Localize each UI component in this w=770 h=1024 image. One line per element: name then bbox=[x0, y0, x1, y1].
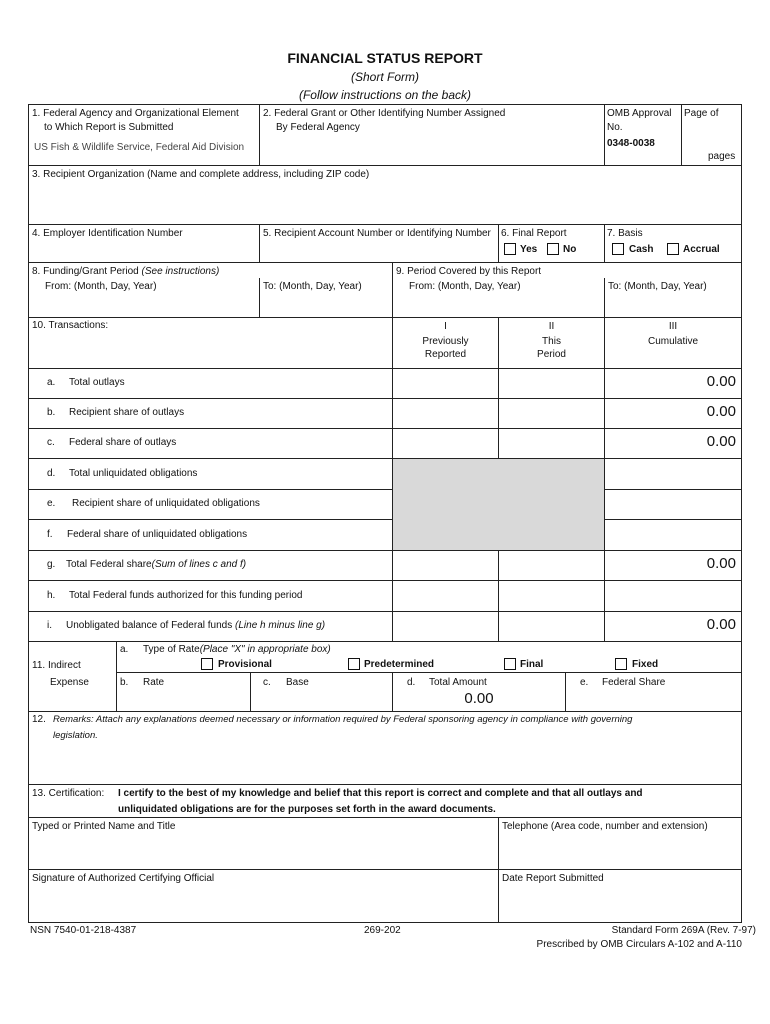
box5-label: 5. Recipient Account Number or Identifying Number bbox=[263, 228, 491, 239]
cumulative-field[interactable] bbox=[605, 490, 741, 519]
total-amount-label: Total Amount bbox=[429, 677, 487, 688]
row-label: Recipient share of outlays bbox=[69, 407, 185, 418]
rate-label: Rate bbox=[143, 677, 165, 688]
date-submitted-field[interactable] bbox=[500, 887, 739, 920]
signature-field[interactable] bbox=[30, 887, 496, 920]
telephone-label: Telephone (Area code, number and extension) bbox=[502, 821, 708, 832]
rate-type-letter: a. bbox=[120, 644, 129, 655]
previously-reported-field[interactable] bbox=[393, 369, 498, 398]
this-period-field[interactable] bbox=[499, 429, 604, 458]
typed-name-label: Typed or Printed Name and Title bbox=[32, 821, 176, 832]
box7-label: 7. Basis bbox=[607, 228, 643, 239]
row-label-text: Total Federal share bbox=[66, 559, 152, 570]
prescribed-label: Prescribed by OMB Circulars A-102 and A-110 bbox=[536, 939, 742, 950]
form-subtitle: (Short Form) bbox=[350, 70, 419, 84]
accrual-label: Accrual bbox=[683, 244, 720, 255]
cumulative-field[interactable]: 0.00 bbox=[706, 373, 736, 390]
form-instructions: (Follow instructions on the back) bbox=[298, 88, 472, 102]
this-period-field[interactable] bbox=[499, 369, 604, 398]
col2-numeral: II bbox=[548, 321, 555, 332]
remarks-instructions: Remarks: Attach any explanations deemed necessary or information required by Federal sponsoring agency in compliance with governing bbox=[53, 714, 633, 725]
row-label: Total Federal funds authorized for this funding period bbox=[69, 590, 303, 601]
base-field[interactable] bbox=[252, 690, 390, 710]
row-letter: c. bbox=[47, 437, 55, 448]
this-period-field[interactable] bbox=[499, 551, 604, 580]
cash-label: Cash bbox=[629, 244, 654, 255]
date-submitted-label: Date Report Submitted bbox=[502, 873, 604, 884]
row-label: Total outlays bbox=[69, 377, 125, 388]
federal-share-field[interactable] bbox=[567, 690, 739, 710]
no-label: No bbox=[563, 244, 577, 255]
final-label: Final bbox=[520, 659, 544, 670]
base-letter: c. bbox=[263, 677, 271, 688]
row-label: Federal share of unliquidated obligations bbox=[67, 529, 248, 540]
col3-line1: Cumulative bbox=[647, 336, 699, 347]
rate-field[interactable] bbox=[118, 690, 248, 710]
provisional-checkbox[interactable] bbox=[201, 658, 213, 670]
recipient-organization-field[interactable] bbox=[30, 183, 739, 222]
box12-label: 12. bbox=[32, 714, 46, 725]
remarks-instructions-line2: legislation. bbox=[53, 730, 98, 741]
col1-line2: Reported bbox=[424, 349, 467, 360]
col1-numeral: I bbox=[444, 321, 447, 332]
this-period-field[interactable] bbox=[499, 612, 604, 641]
fixed-label: Fixed bbox=[632, 659, 659, 670]
certification-text: I certify to the best of my knowledge and belief that this report is correct and complete and that all outlays and bbox=[118, 788, 643, 799]
omb-label-line2: No. bbox=[607, 122, 623, 133]
row-letter: g. bbox=[47, 559, 56, 570]
row-letter: i. bbox=[47, 620, 52, 631]
page-of-label: Page of bbox=[684, 108, 719, 119]
nsn-number: NSN 7540-01-218-4387 bbox=[30, 925, 137, 936]
predetermined-checkbox[interactable] bbox=[348, 658, 360, 670]
box2-label-line2: By Federal Agency bbox=[276, 122, 360, 133]
base-label: Base bbox=[286, 677, 309, 688]
transaction-row bbox=[28, 398, 742, 428]
period-to-label: To: (Month, Day, Year) bbox=[608, 281, 707, 292]
federal-share-label: Federal Share bbox=[602, 677, 666, 688]
federal-share-letter: e. bbox=[580, 677, 589, 688]
remarks-field[interactable] bbox=[30, 745, 739, 782]
row-letter: f. bbox=[47, 529, 53, 540]
box1-label: 1. Federal Agency and Organizational Element bbox=[32, 108, 239, 119]
grant-number-field[interactable] bbox=[262, 136, 602, 163]
cumulative-field[interactable]: 0.00 bbox=[706, 403, 736, 420]
row-label: Recipient share of unliquidated obligations bbox=[72, 498, 260, 509]
box11-label: 11. Indirect bbox=[32, 660, 81, 671]
previously-reported-field[interactable] bbox=[393, 581, 498, 611]
row-label: Total unliquidated obligations bbox=[69, 468, 198, 479]
cumulative-field[interactable] bbox=[605, 581, 741, 611]
cumulative-field[interactable]: 0.00 bbox=[706, 555, 736, 572]
cumulative-field[interactable]: 0.00 bbox=[706, 616, 736, 633]
box8-label bbox=[32, 266, 219, 278]
previously-reported-field[interactable] bbox=[393, 399, 498, 428]
row-label-text: Unobligated balance of Federal funds bbox=[66, 620, 236, 631]
fixed-checkbox[interactable] bbox=[615, 658, 627, 670]
previously-reported-field[interactable] bbox=[393, 612, 498, 641]
box8-label-text: 8. Funding/Grant Period bbox=[32, 266, 142, 277]
basis-accrual-checkbox[interactable] bbox=[667, 243, 679, 255]
row-letter: a. bbox=[47, 377, 56, 388]
transaction-row bbox=[28, 611, 742, 641]
basis-cash-checkbox[interactable] bbox=[612, 243, 624, 255]
box2-label: 2. Federal Grant or Other Identifying Number Assigned bbox=[263, 108, 506, 119]
transaction-row bbox=[28, 368, 742, 398]
telephone-field[interactable] bbox=[500, 835, 739, 867]
standard-form-label: Standard Form 269A (Rev. 7-97) bbox=[611, 925, 756, 936]
period-to-field[interactable] bbox=[606, 294, 739, 315]
form-code: 269-202 bbox=[364, 925, 401, 936]
row-letter: b. bbox=[47, 407, 56, 418]
total-amount-letter: d. bbox=[407, 677, 416, 688]
funding-from-label: From: (Month, Day, Year) bbox=[45, 281, 157, 292]
box3-label: 3. Recipient Organization (Name and complete address, including ZIP code) bbox=[32, 169, 370, 180]
row-label bbox=[66, 620, 325, 632]
period-from-label: From: (Month, Day, Year) bbox=[409, 281, 521, 292]
rate-type-label bbox=[143, 644, 331, 656]
row-letter: d. bbox=[47, 468, 56, 479]
transaction-row bbox=[28, 580, 742, 611]
employer-id-field[interactable] bbox=[30, 241, 257, 260]
box11-label-line2: Expense bbox=[50, 677, 89, 688]
cumulative-field[interactable]: 0.00 bbox=[706, 433, 736, 450]
row-label-note: (Sum of lines c and f) bbox=[151, 559, 247, 570]
total-amount-field[interactable]: 0.00 bbox=[464, 690, 494, 707]
signature-label: Signature of Authorized Certifying Official bbox=[32, 873, 215, 884]
typed-name-field[interactable] bbox=[30, 835, 496, 867]
col2-line2: Period bbox=[537, 349, 566, 360]
omb-label: OMB Approval bbox=[607, 108, 672, 119]
transaction-row bbox=[28, 519, 742, 550]
final-report-no-checkbox[interactable] bbox=[547, 243, 559, 255]
previously-reported-field[interactable] bbox=[393, 429, 498, 458]
final-report-yes-checkbox[interactable] bbox=[504, 243, 516, 255]
box9-label: 9. Period Covered by this Report bbox=[396, 266, 542, 277]
final-checkbox[interactable] bbox=[504, 658, 516, 670]
box13-label: 13. Certification: bbox=[32, 788, 105, 799]
box1-label-line2: to Which Report is Submitted bbox=[44, 122, 174, 133]
row-letter: h. bbox=[47, 590, 56, 601]
funding-to-label: To: (Month, Day, Year) bbox=[263, 281, 362, 292]
predetermined-label: Predetermined bbox=[364, 659, 435, 670]
rate-type-note: (Place "X" in appropriate box) bbox=[199, 644, 331, 655]
row-label bbox=[66, 559, 246, 571]
funding-to-field[interactable] bbox=[261, 294, 390, 315]
transaction-row bbox=[28, 550, 742, 580]
yes-label: Yes bbox=[520, 244, 538, 255]
federal-agency-field[interactable]: US Fish & Wildlife Service, Federal Aid Division bbox=[34, 142, 245, 153]
cumulative-field[interactable] bbox=[605, 459, 741, 489]
col1-line1: Previously bbox=[422, 336, 469, 347]
transaction-row bbox=[28, 428, 742, 458]
rate-type-label-text: Type of Rate bbox=[143, 644, 200, 655]
period-from-field[interactable] bbox=[394, 294, 602, 315]
previously-reported-field[interactable] bbox=[393, 551, 498, 580]
certification-text-line2: unliquidated obligations are for the purposes set forth in the award documents. bbox=[118, 804, 496, 815]
form-title: FINANCIAL STATUS REPORT bbox=[287, 50, 483, 66]
transaction-row bbox=[28, 458, 742, 489]
this-period-field[interactable] bbox=[499, 399, 604, 428]
transaction-row bbox=[28, 489, 742, 519]
recipient-account-field[interactable] bbox=[261, 241, 496, 260]
funding-from-field[interactable] bbox=[30, 294, 257, 315]
this-period-field[interactable] bbox=[499, 581, 604, 611]
transactions-label: 10. Transactions: bbox=[32, 320, 109, 331]
omb-number: 0348-0038 bbox=[607, 138, 655, 149]
col3-numeral: III bbox=[668, 321, 678, 332]
row-letter: e. bbox=[47, 498, 56, 509]
box8-label-note: (See instructions) bbox=[141, 266, 220, 277]
row-label: Federal share of outlays bbox=[69, 437, 177, 448]
cumulative-field[interactable] bbox=[605, 520, 741, 550]
provisional-label: Provisional bbox=[218, 659, 272, 670]
col2-line1: This bbox=[542, 336, 561, 347]
rate-letter: b. bbox=[120, 677, 129, 688]
row-label-note: (Line h minus line g) bbox=[235, 620, 326, 631]
box6-label: 6. Final Report bbox=[501, 228, 567, 239]
box4-label: 4. Employer Identification Number bbox=[32, 228, 183, 239]
pages-label: pages bbox=[708, 151, 736, 162]
